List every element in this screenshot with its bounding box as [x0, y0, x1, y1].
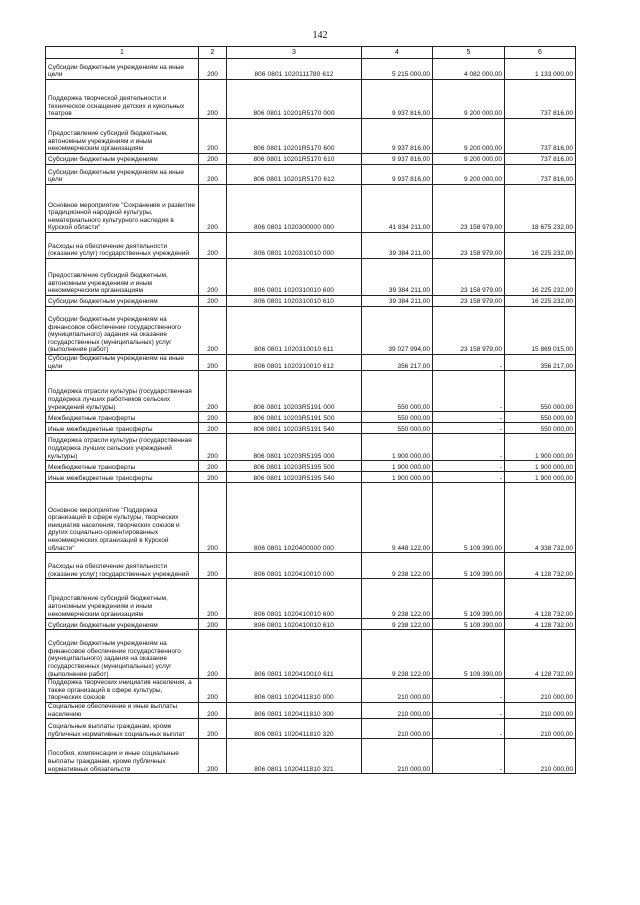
table-row	[46, 619, 576, 630]
row-col-2: 200	[199, 307, 227, 355]
row-value-4: 39 384 211,00	[362, 296, 433, 307]
header-col-4: 4	[362, 47, 433, 59]
row-code: 806 0801 1020310010 610	[227, 296, 362, 307]
row-value-5: 23 158 979,00	[433, 296, 505, 307]
row-code: 806 0801 1020310010 000	[227, 233, 362, 259]
budget-table	[45, 46, 576, 774]
row-value-4: 5 215 000,00	[362, 59, 433, 80]
row-col-2: 200	[199, 185, 227, 233]
row-value-5: -	[433, 355, 505, 371]
row-code: 806 0801 1020400000 000	[227, 483, 362, 553]
row-value-6: 1 900 000,00	[505, 434, 576, 461]
row-value-6: 15 869 015,00	[505, 307, 576, 355]
table-row	[46, 739, 576, 774]
row-value-6: 4 128 732,00	[505, 579, 576, 619]
row-value-5: 5 109 390,00	[433, 619, 505, 630]
row-code: 806 0801 10203R5191 000	[227, 371, 362, 412]
row-code: 806 0801 10201R5170 612	[227, 165, 362, 185]
row-col-2: 200	[199, 579, 227, 619]
row-value-6: 1 900 000,00	[505, 472, 576, 483]
row-value-5: 9 200 000,00	[433, 165, 505, 185]
header-row	[46, 47, 576, 59]
row-code: 806 0801 1020411810 300	[227, 702, 362, 718]
row-value-4: 210 000,00	[362, 702, 433, 718]
row-value-5: 9 200 000,00	[433, 119, 505, 154]
row-value-6: 4 128 732,00	[505, 619, 576, 630]
row-value-4: 210 000,00	[362, 719, 433, 739]
row-col-2: 200	[199, 679, 227, 703]
row-value-4: 210 000,00	[362, 679, 433, 703]
row-value-5: 9 200 000,00	[433, 154, 505, 165]
row-name: Пособия, компенсации и иные социальные выплаты гражданам, кроме публичных нормативных обязательств	[46, 739, 199, 774]
row-value-4: 210 000,00	[362, 739, 433, 774]
row-value-6: 550 000,00	[505, 371, 576, 412]
row-name: Субсидии бюджетным учреждениям на финансовое обеспечение государственного (муниципального) задания на оказание государственных (муниципальных) услуг (выполнение работ)	[46, 307, 199, 355]
row-value-4: 1 900 000,00	[362, 461, 433, 472]
row-value-4: 41 834 211,00	[362, 185, 433, 233]
row-code: 806 0801 1020410010 610	[227, 619, 362, 630]
row-value-6: 737 816,00	[505, 80, 576, 119]
row-code: 806 0801 1020111780 612	[227, 59, 362, 80]
row-code: 806 0801 10203R5195 540	[227, 472, 362, 483]
row-value-5: -	[433, 434, 505, 461]
row-value-6: 1 133 000,00	[505, 59, 576, 80]
row-value-6: 4 128 732,00	[505, 553, 576, 579]
row-value-5: -	[433, 472, 505, 483]
row-code: 806 0801 10201R5170 000	[227, 80, 362, 119]
row-col-2: 200	[199, 412, 227, 423]
row-name: Расходы на обеспечение деятельности (оказание услуг) государственных учреждений	[46, 553, 199, 579]
row-value-4: 1 900 000,00	[362, 472, 433, 483]
row-value-4: 39 027 994,00	[362, 307, 433, 355]
table-row	[46, 233, 576, 259]
row-value-4: 550 000,00	[362, 423, 433, 434]
row-code: 806 0801 10201R5170 600	[227, 119, 362, 154]
row-name: Субсидии бюджетным учреждениям на финансовое обеспечение государственного (муниципального) задания на оказание государственных (муниципальных) услуг (выполнение работ)	[46, 630, 199, 679]
table-row	[46, 719, 576, 739]
row-value-6: 210 000,00	[505, 739, 576, 774]
row-value-5: -	[433, 719, 505, 739]
row-value-6: 737 816,00	[505, 119, 576, 154]
row-value-4: 9 937 816,00	[362, 119, 433, 154]
row-code: 806 0801 1020411810 000	[227, 679, 362, 703]
table-row	[46, 185, 576, 233]
row-value-5: -	[433, 702, 505, 718]
row-name: Иные межбюджетные трансферты	[46, 423, 199, 434]
row-name: Предоставление субсидий бюджетным, автономным учреждениям и иным некоммерческим организациям	[46, 579, 199, 619]
table-row	[46, 679, 576, 703]
row-name: Предоставление субсидий бюджетным, автономным учреждениям и иным некоммерческим организациям	[46, 259, 199, 296]
row-value-5: 5 109 390,00	[433, 630, 505, 679]
row-value-4: 9 238 122,00	[362, 579, 433, 619]
table-row	[46, 423, 576, 434]
row-col-2: 200	[199, 719, 227, 739]
row-value-6: 210 000,00	[505, 719, 576, 739]
table-row	[46, 553, 576, 579]
row-name: Поддержка отрасли культуры (государственная поддержка лучших сельских учреждений культуры)	[46, 434, 199, 461]
row-name: Субсидии бюджетным учреждениям	[46, 619, 199, 630]
row-value-5: -	[433, 412, 505, 423]
table-row	[46, 461, 576, 472]
header-col-2: 2	[199, 47, 227, 59]
row-value-5: -	[433, 739, 505, 774]
row-value-6: 550 000,00	[505, 412, 576, 423]
table-row	[46, 355, 576, 371]
row-value-6: 16 225 232,00	[505, 296, 576, 307]
row-value-5: 23 158 979,00	[433, 259, 505, 296]
row-col-2: 200	[199, 739, 227, 774]
row-value-5: 9 200 000,00	[433, 80, 505, 119]
table-row	[46, 371, 576, 412]
row-col-2: 200	[199, 472, 227, 483]
row-value-6: 1 900 000,00	[505, 461, 576, 472]
table-row	[46, 296, 576, 307]
row-value-5: -	[433, 371, 505, 412]
row-value-4: 39 384 211,00	[362, 233, 433, 259]
table-row	[46, 154, 576, 165]
row-value-5: 23 158 979,00	[433, 307, 505, 355]
row-col-2: 200	[199, 259, 227, 296]
row-name: Социальные выплаты гражданам, кроме публичных нормативных социальных выплат	[46, 719, 199, 739]
row-value-6: 4 338 732,00	[505, 483, 576, 553]
row-col-2: 200	[199, 434, 227, 461]
row-value-6: 550 000,00	[505, 423, 576, 434]
row-name: Поддержка творческих инициатив населения, а также организаций в сфере культуры, творческих союзов	[46, 679, 199, 703]
row-name: Основное мероприятие "Поддержка организаций в сфере культуры, творческих инициатив населения, творческих союзов и других социально-ориентированных некоммерческих организаций в Курской области"	[46, 483, 199, 553]
table-row	[46, 579, 576, 619]
row-code: 806 0801 10201R5170 610	[227, 154, 362, 165]
row-value-5: 23 158 979,00	[433, 185, 505, 233]
row-col-2: 200	[199, 702, 227, 718]
row-value-6: 210 000,00	[505, 702, 576, 718]
row-code: 806 0801 10203R5195 000	[227, 434, 362, 461]
header-col-5: 5	[433, 47, 505, 59]
table-row	[46, 472, 576, 483]
row-value-6: 4 128 732,00	[505, 630, 576, 679]
row-name: Социальное обеспечение и иные выплаты населению	[46, 702, 199, 718]
row-value-6: 16 225 232,00	[505, 233, 576, 259]
row-code: 806 0801 1020410010 600	[227, 579, 362, 619]
table-row	[46, 434, 576, 461]
table-row	[46, 483, 576, 553]
row-col-2: 200	[199, 154, 227, 165]
row-value-4: 9 238 122,00	[362, 553, 433, 579]
row-value-5: -	[433, 461, 505, 472]
row-code: 806 0801 1020310010 612	[227, 355, 362, 371]
table-row	[46, 630, 576, 679]
table-row	[46, 307, 576, 355]
row-code: 806 0801 1020310010 611	[227, 307, 362, 355]
row-col-2: 200	[199, 483, 227, 553]
header-col-3: 3	[227, 47, 362, 59]
row-col-2: 200	[199, 355, 227, 371]
row-value-6: 16 225 232,00	[505, 259, 576, 296]
row-col-2: 200	[199, 371, 227, 412]
row-name: Основное мероприятие "Сохранение и развитие традиционной народной культуры, нематериального культурного наследия в Курской области"	[46, 185, 199, 233]
row-value-4: 550 000,00	[362, 371, 433, 412]
row-value-4: 9 937 816,00	[362, 80, 433, 119]
row-name: Расходы на обеспечение деятельности (оказание услуг) государственных учреждений	[46, 233, 199, 259]
row-name: Межбюджетные трансферты	[46, 461, 199, 472]
row-value-4: 9 238 122,00	[362, 619, 433, 630]
table-row	[46, 412, 576, 423]
row-col-2: 200	[199, 296, 227, 307]
row-name: Субсидии бюджетным учреждениям на иные цели	[46, 59, 199, 80]
row-value-6: 356 217,00	[505, 355, 576, 371]
row-code: 806 0801 1020300000 000	[227, 185, 362, 233]
row-value-6: 210 000,00	[505, 679, 576, 703]
row-value-5: 5 109 390,00	[433, 553, 505, 579]
row-name: Субсидии бюджетным учреждениям на иные цели	[46, 355, 199, 371]
row-code: 806 0801 10203R5191 540	[227, 423, 362, 434]
table-row	[46, 80, 576, 119]
row-name: Субсидии бюджетным учреждениям	[46, 296, 199, 307]
row-code: 806 0801 1020411810 320	[227, 719, 362, 739]
row-code: 806 0801 1020310010 600	[227, 259, 362, 296]
row-col-2: 200	[199, 119, 227, 154]
row-value-5: 23 158 979,00	[433, 233, 505, 259]
row-value-4: 9 448 122,00	[362, 483, 433, 553]
row-name: Предоставление субсидий бюджетным, автономным учреждениям и иным некоммерческим организациям	[46, 119, 199, 154]
page-number: 142	[312, 30, 328, 41]
row-name: Поддержка отрасли культуры (государственная поддержка лучших работников сельских учреждений культуры)	[46, 371, 199, 412]
row-name: Межбюджетные трансферты	[46, 412, 199, 423]
row-value-4: 9 238 122,00	[362, 630, 433, 679]
row-value-6: 737 816,00	[505, 154, 576, 165]
row-code: 806 0801 1020410010 611	[227, 630, 362, 679]
table-row	[46, 59, 576, 80]
row-col-2: 200	[199, 423, 227, 434]
row-value-4: 9 937 816,00	[362, 154, 433, 165]
table-row	[46, 259, 576, 296]
row-value-5: 5 109 390,00	[433, 579, 505, 619]
row-value-4: 9 937 816,00	[362, 165, 433, 185]
row-value-6: 737 816,00	[505, 165, 576, 185]
row-code: 806 0801 1020410010 000	[227, 553, 362, 579]
header-col-1: 1	[46, 47, 199, 59]
row-col-2: 200	[199, 233, 227, 259]
row-value-4: 356 217,00	[362, 355, 433, 371]
row-code: 806 0801 10203R5195 500	[227, 461, 362, 472]
row-name: Поддержка творческой деятельности и техническое оснащение детских и кукольных театров	[46, 80, 199, 119]
row-value-4: 1 900 000,00	[362, 434, 433, 461]
table-row	[46, 165, 576, 185]
row-col-2: 200	[199, 619, 227, 630]
row-value-5: -	[433, 679, 505, 703]
row-value-5: 5 109 390,00	[433, 483, 505, 553]
row-name: Субсидии бюджетным учреждениям на иные цели	[46, 165, 199, 185]
row-name: Субсидии бюджетным учреждениям	[46, 154, 199, 165]
row-col-2: 200	[199, 165, 227, 185]
row-value-6: 18 675 232,00	[505, 185, 576, 233]
row-value-4: 39 384 211,00	[362, 259, 433, 296]
row-code: 806 0801 1020411810 321	[227, 739, 362, 774]
row-code: 806 0801 10203R5191 500	[227, 412, 362, 423]
row-col-2: 200	[199, 553, 227, 579]
row-col-2: 200	[199, 80, 227, 119]
row-value-4: 550 000,00	[362, 412, 433, 423]
row-value-5: 4 082 000,00	[433, 59, 505, 80]
row-name: Иные межбюджетные трансферты	[46, 472, 199, 483]
header-col-6: 6	[505, 47, 576, 59]
row-col-2: 200	[199, 461, 227, 472]
table-row	[46, 702, 576, 718]
row-value-5: -	[433, 423, 505, 434]
row-col-2: 200	[199, 630, 227, 679]
table-row	[46, 119, 576, 154]
row-col-2: 200	[199, 59, 227, 80]
